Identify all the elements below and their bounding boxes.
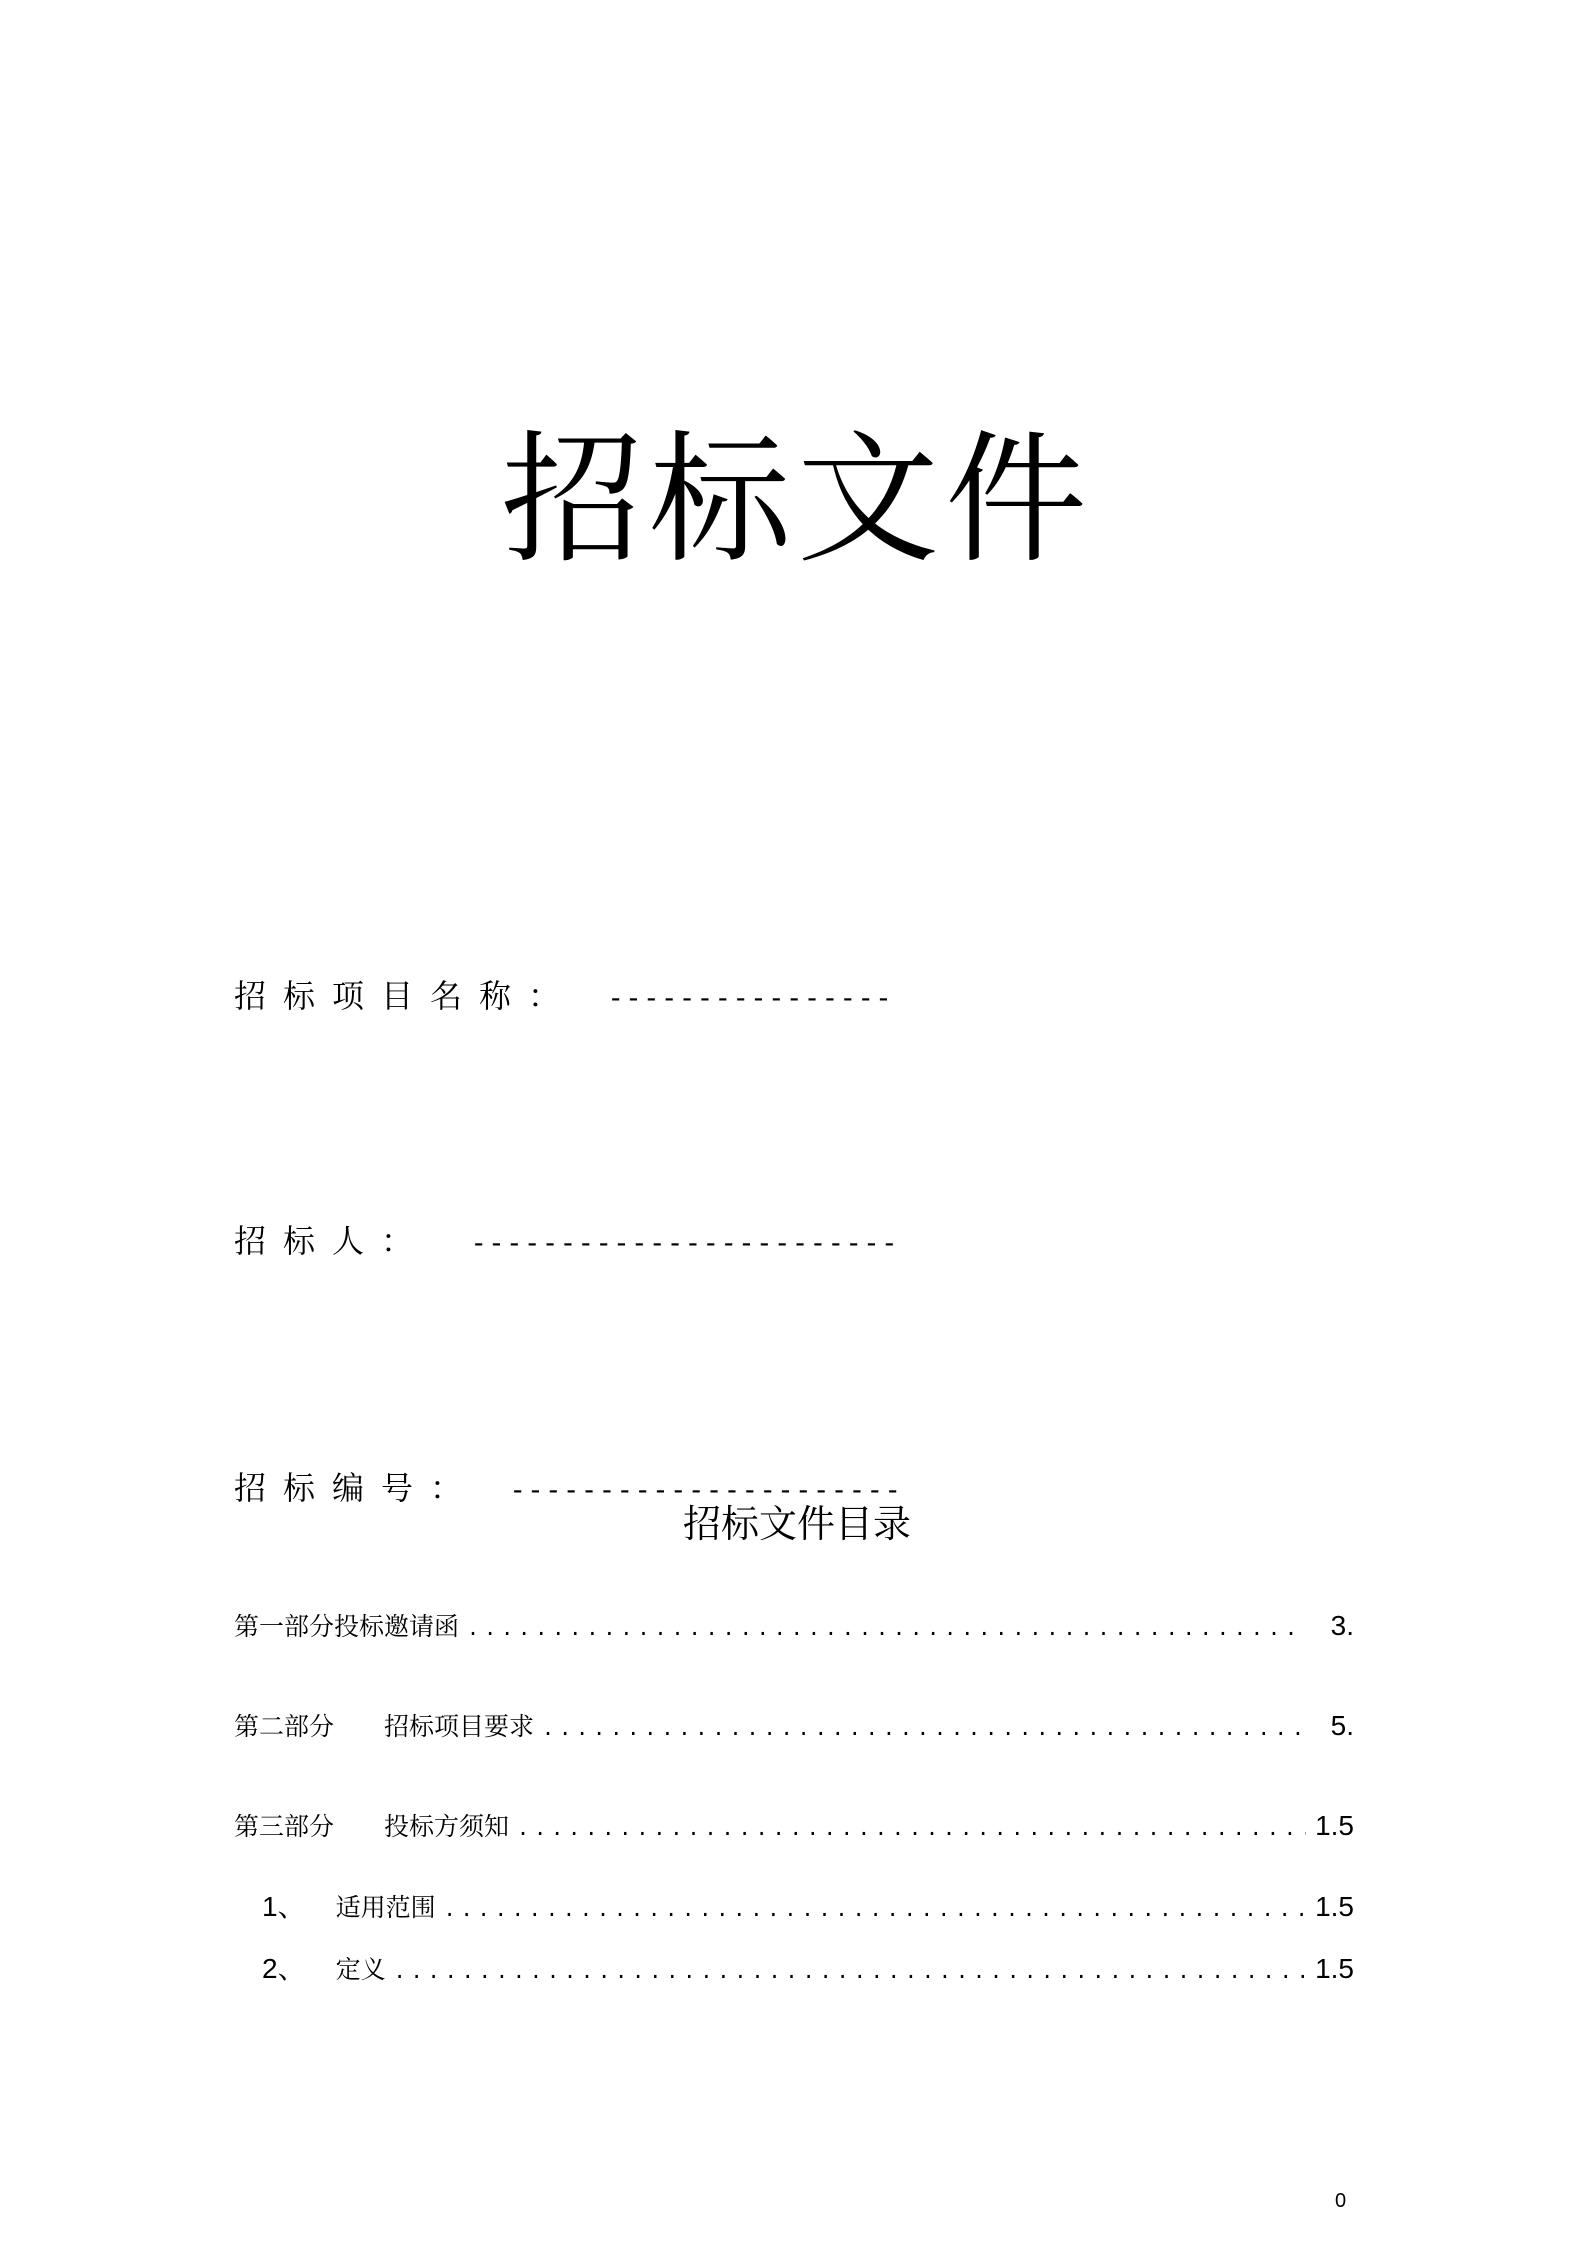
toc-sub-entry-number: 2、	[262, 1953, 306, 1984]
tenderer-blank: ------------------------	[470, 1226, 899, 1259]
project-name-label: 招标项目名称：	[234, 977, 578, 1015]
toc-entry-name: 招标项目要求	[384, 1712, 535, 1741]
tender-number-field	[234, 1469, 903, 1507]
toc-leader	[444, 1899, 1306, 1919]
toc-entry-part: 第三部分	[234, 1812, 335, 1841]
document-title: 招标文件	[501, 418, 1093, 583]
tender-number-label: 招标编号：	[234, 1469, 480, 1507]
toc-title: 招标文件目录	[682, 1502, 911, 1546]
toc-sub-entry-page: 1.5	[1315, 1953, 1354, 1984]
toc-entry-page: 3.	[1330, 1610, 1354, 1641]
toc-entry-part: 第二部分	[234, 1712, 335, 1741]
toc-entry[interactable]	[234, 1812, 1354, 1840]
tender-number-blank: ----------------------	[509, 1473, 903, 1506]
toc-sub-entry-number: 1、	[262, 1891, 306, 1922]
page-number: 0	[1335, 2190, 1347, 2212]
project-name-field	[234, 977, 893, 1015]
toc-entry[interactable]	[234, 1612, 1354, 1640]
toc-leader	[394, 1961, 1306, 1981]
tenderer-label: 招标人：	[234, 1222, 431, 1260]
toc-sub-entry[interactable]	[262, 1955, 1354, 1983]
toc-leader	[517, 1818, 1306, 1838]
toc-leader	[542, 1718, 1306, 1738]
toc-entry-name: 投标邀请函	[334, 1612, 460, 1641]
toc-entry-page: 1.5	[1315, 1810, 1354, 1841]
toc-sub-entry-name: 适用范围	[335, 1893, 436, 1922]
toc-entry[interactable]	[234, 1712, 1354, 1740]
toc-sub-entry[interactable]	[262, 1893, 1354, 1921]
toc-sub-entry-name: 定义	[335, 1955, 386, 1984]
toc-entry-page: 5.	[1330, 1710, 1354, 1741]
toc-entry-part: 第一部分	[234, 1612, 335, 1641]
project-name-blank: ----------------	[607, 981, 893, 1014]
toc-sub-entry-page: 1.5	[1315, 1891, 1354, 1922]
toc-leader	[467, 1618, 1306, 1638]
toc-entry-name: 投标方须知	[384, 1812, 510, 1841]
tenderer-field	[234, 1222, 899, 1260]
